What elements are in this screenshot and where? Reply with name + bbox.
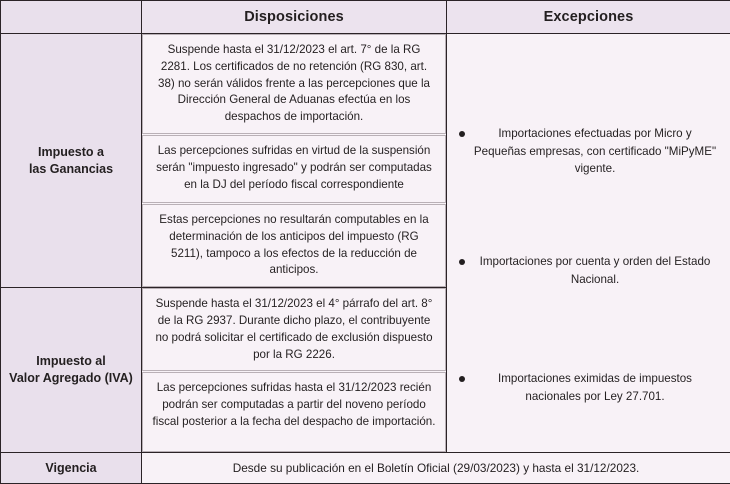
row-label-iva-line1: Impuesto al xyxy=(1,353,141,370)
exceptions-list xyxy=(447,63,730,423)
disposition-item: Estas percepciones no resultarán computables en la determinación de los anticipos del impuesto (RG 5211), tampoco a los efectos de la reducción de anticipos. xyxy=(142,204,446,287)
disposition-item: Suspende hasta el 31/12/2023 el 4° párrafo del art. 8° de la RG 2937. Durante dicho plazo, el contribuyente no podrá solicitar el certificado de exclusión dispuesto por la RG 2226. xyxy=(142,288,446,371)
row-label-ganancias-line2: las Ganancias xyxy=(1,161,141,178)
dispositions-iva xyxy=(142,288,447,453)
row-label-ganancias xyxy=(1,34,142,288)
exception-item xyxy=(459,370,718,405)
table-header-row xyxy=(1,1,730,34)
footer-label-vigencia: Vigencia xyxy=(1,453,142,484)
exception-text: Importaciones efectuadas por Micro y Pequeñas empresas, con certificado "MiPyME" vigente. xyxy=(472,125,718,177)
row-label-ganancias-line1: Impuesto a xyxy=(1,144,141,161)
header-exceptions: Excepciones xyxy=(447,1,730,34)
exception-item xyxy=(459,253,718,288)
disposition-item: Las percepciones sufridas hasta el 31/12/2023 recién podrán ser computadas a partir del noveno período fiscal posterior a la fecha del despacho de importación. xyxy=(142,372,446,452)
dispositions-stack xyxy=(142,34,446,287)
disposition-item: Las percepciones sufridas en virtud de la suspensión serán "impuesto ingresado" y podrán ser computadas en la DJ del período fiscal correspondiente xyxy=(142,135,446,203)
header-blank-cell xyxy=(1,1,142,34)
table-row-ganancias xyxy=(1,34,730,288)
row-label-iva xyxy=(1,288,142,453)
exception-item xyxy=(459,125,718,177)
exception-text: Importaciones eximidas de impuestos nacionales por Ley 27.701. xyxy=(472,370,718,405)
dispositions-ganancias xyxy=(142,34,447,288)
bullet-icon xyxy=(459,376,465,382)
bullet-icon xyxy=(459,131,465,137)
bullet-icon xyxy=(459,259,465,265)
header-dispositions: Disposiciones xyxy=(142,1,447,34)
exceptions-cell xyxy=(447,34,730,453)
exception-text: Importaciones por cuenta y orden del Estado Nacional. xyxy=(472,253,718,288)
dispositions-stack xyxy=(142,288,446,452)
table-footer-row xyxy=(1,453,730,484)
disposition-item: Suspende hasta el 31/12/2023 el art. 7° de la RG 2281. Los certificados de no retención (RG 830, art. 38) no serán válidos frente a las percepciones que la Dirección General de Aduanas efectúa en los despachos de importación. xyxy=(142,34,446,134)
row-label-iva-line2: Valor Agregado (IVA) xyxy=(1,370,141,387)
footer-value-vigencia: Desde su publicación en el Boletín Oficial (29/03/2023) y hasta el 31/12/2023. xyxy=(142,453,730,484)
